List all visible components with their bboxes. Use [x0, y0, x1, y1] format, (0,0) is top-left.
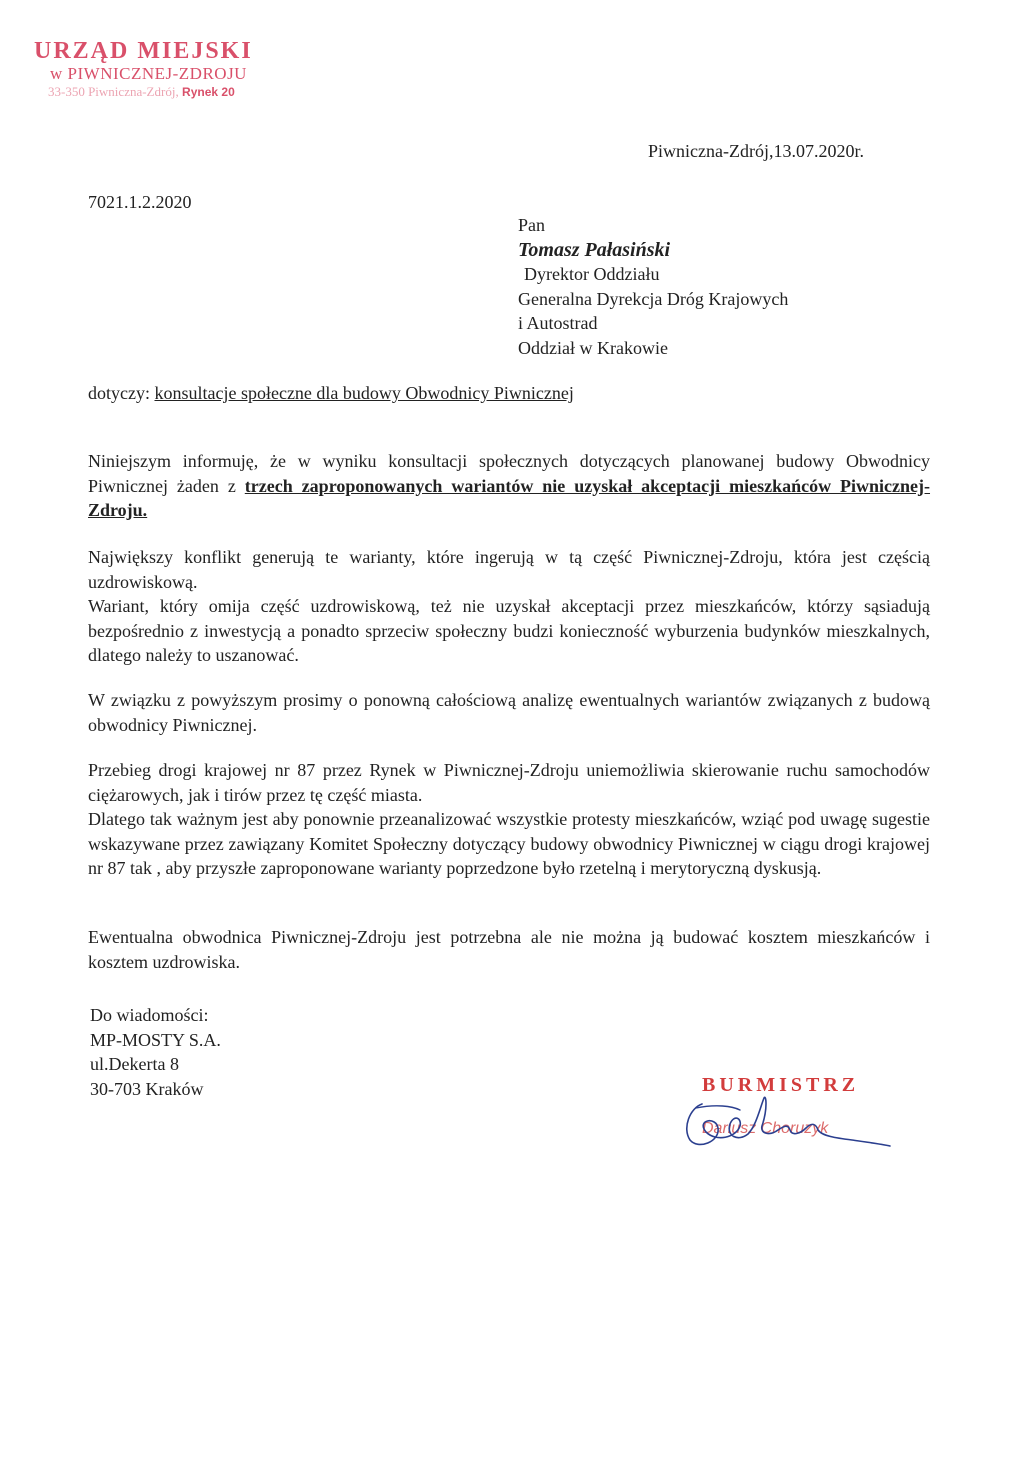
cc-label: Do wiadomości: [90, 1005, 209, 1025]
cc-street: ul.Dekerta 8 [90, 1054, 179, 1074]
subject-label: dotyczy: [88, 383, 150, 403]
stamp-town: w PIWNICZNEJ-ZDROJU [50, 64, 247, 83]
paragraph-5-text: Ewentualna obwodnica Piwnicznej-Zdroju jest potrzebna ale nie można ją budować kosztem mieszkańców i kosztem uzdrowiska. [88, 927, 930, 972]
paragraph-2 [88, 545, 930, 668]
stamp-address-city: 33-350 Piwniczna-Zdrój, [48, 84, 179, 99]
addressee-position: Dyrektor Oddziału [524, 264, 660, 284]
salutation: Pan [518, 215, 545, 235]
place-and-date: Piwniczna-Zdrój,13.07.2020r. [648, 141, 864, 161]
subject-line [88, 383, 574, 404]
addressee-org-line1: Generalna Dyrekcja Dróg Krajowych [518, 288, 789, 309]
subject-text: konsultacje społeczne dla budowy Obwodnicy Piwnicznej [154, 383, 574, 403]
paragraph-5 [88, 925, 930, 974]
addressee-org-line2: i Autostrad [518, 313, 598, 333]
addressee-name: Tomasz Pałasiński [518, 238, 671, 261]
mayor-name-stamp: Dariusz Choruzyk [702, 1120, 829, 1137]
office-stamp [34, 38, 253, 100]
paragraph-3 [88, 688, 930, 737]
cc-block [90, 1003, 221, 1101]
paragraph-4b: Dlatego tak ważnym jest aby ponownie przeanalizować wszystkie protesty mieszkańców, wziąć pod uwagę sugestie wskazywane przez zawiązany Komitet Społeczny dotyczący budowy obwodnicy Piwnicznej w ciągu drogi krajowej nr 87 tak , aby przyszłe zaproponowane warianty poprzedzone było rzetelną i merytoryczną dyskusją. [88, 809, 930, 878]
stamp-address-street: Rynek 20 [178, 85, 235, 99]
addressee-block [518, 213, 788, 360]
paragraph-1-emphasis: trzech zaproponowanych wariantów nie uzyskał akceptacji mieszkańców Piwnicznej-Zdroju. [88, 475, 931, 520]
paragraph-4a: Przebieg drogi krajowej nr 87 przez Rynek w Piwnicznej-Zdroju uniemożliwia skierowanie ruchu samochodów ciężarowych, jak i tirów przez tę część miasta. [88, 760, 930, 805]
mayor-title-stamp: BURMISTRZ [702, 1074, 860, 1096]
cc-city: 30-703 Kraków [90, 1078, 204, 1099]
paragraph-4 [88, 758, 930, 881]
handwritten-signature-icon [676, 1068, 896, 1158]
signature-block [676, 1068, 896, 1158]
cc-company: MP-MOSTY S.A. [90, 1029, 221, 1050]
paragraph-2a: Największy konflikt generują te warianty, które ingerują w tą część Piwnicznej-Zdroju, która jest częścią uzdrowiskową. [88, 547, 930, 592]
addressee-branch: Oddział w Krakowie [518, 337, 668, 358]
paragraph-2b: Wariant, który omija część uzdrowiskową, też nie uzyskał akceptacji przez mieszkańców, którzy sąsiadują bezpośrednio z inwestycją a ponadto sprzeciw społeczny budzi konieczność wyburzenia budynków mieszkalnych, dlatego należy to uszanować. [88, 596, 930, 665]
paragraph-1-text: Niniejszym informuję, że w wyniku konsultacji społecznych dotyczących planowanej budowy Obwodnicy Piwnicznej żaden z [88, 451, 930, 496]
reference-number: 7021.1.2.2020 [88, 192, 192, 212]
paragraph-1 [88, 449, 930, 523]
paragraph-3-text: W związku z powyższym prosimy o ponowną całościową analizę ewentualnych wariantów związanych z budową obwodnicy Piwnicznej. [88, 690, 930, 735]
stamp-address [48, 84, 253, 100]
stamp-office-name: URZĄD MIEJSKI [34, 38, 253, 64]
